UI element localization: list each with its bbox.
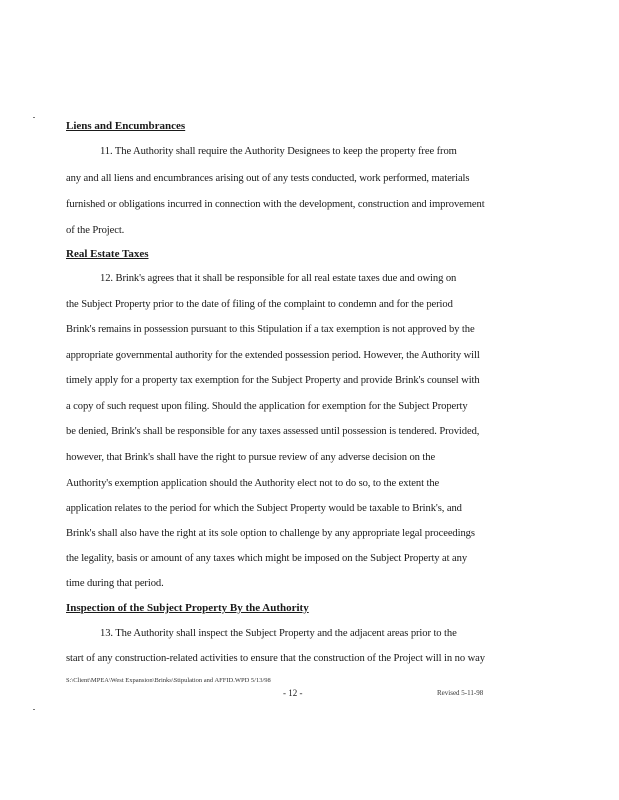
paragraph-line: however, that Brink's shall have the right to pursue review of any adverse decision on the (66, 452, 436, 463)
paragraph-line: of the Project. (66, 225, 125, 236)
scan-speck (33, 709, 35, 710)
paragraph-line: Authority's exemption application should the Authority elect not to do so, to the extent the (66, 478, 440, 489)
footer-revised-date: Revised 5-11-98 (437, 689, 484, 697)
footer-file-path: S:\Client\MPEA\West Expansion\Brinks\Stipulation and AFFID.WPD 5/13/98 (66, 677, 271, 684)
scan-speck (33, 117, 35, 118)
footer-page-number: - 12 - (283, 688, 303, 698)
paragraph-line: be denied, Brink's shall be responsible for any taxes assessed until possession is tendered. Provided, (66, 426, 480, 437)
section-heading-taxes: Real Estate Taxes (66, 248, 149, 260)
paragraph-line: start of any construction-related activities to ensure that the construction of the Project will in no way (66, 653, 485, 664)
paragraph-line: a copy of such request upon filing. Should the application for exemption for the Subject Property (66, 401, 468, 412)
paragraph-line: appropriate governmental authority for the extended possession period. However, the Authority will (66, 350, 480, 361)
section-heading-inspection: Inspection of the Subject Property By the Authority (66, 602, 309, 614)
paragraph-line: the legality, basis or amount of any taxes which might be imposed on the Subject Property at any (66, 553, 468, 564)
paragraph-line: time during that period. (66, 578, 164, 589)
paragraph-line: 11. The Authority shall require the Authority Designees to keep the property free from (100, 146, 457, 157)
paragraph-line: the Subject Property prior to the date of filing of the complaint to condemn and for the period (66, 299, 453, 310)
section-heading-liens: Liens and Encumbrances (66, 120, 186, 132)
paragraph-line: 12. Brink's agrees that it shall be responsible for all real estate taxes due and owing on (100, 273, 457, 284)
paragraph-line: furnished or obligations incurred in connection with the development, construction and improvement (66, 199, 485, 210)
paragraph-line: timely apply for a property tax exemption for the Subject Property and provide Brink's counsel with (66, 375, 480, 386)
paragraph-line: any and all liens and encumbrances arising out of any tests conducted, work performed, materials (66, 173, 470, 184)
paragraph-line: application relates to the period for which the Subject Property would be taxable to Brink's, and (66, 503, 462, 514)
paragraph-line: 13. The Authority shall inspect the Subject Property and the adjacent areas prior to the (100, 628, 457, 639)
paragraph-line: Brink's remains in possession pursuant to this Stipulation if a tax exemption is not approved by the (66, 324, 475, 335)
paragraph-line: Brink's shall also have the right at its sole option to challenge by any appropriate legal proceedings (66, 528, 475, 539)
